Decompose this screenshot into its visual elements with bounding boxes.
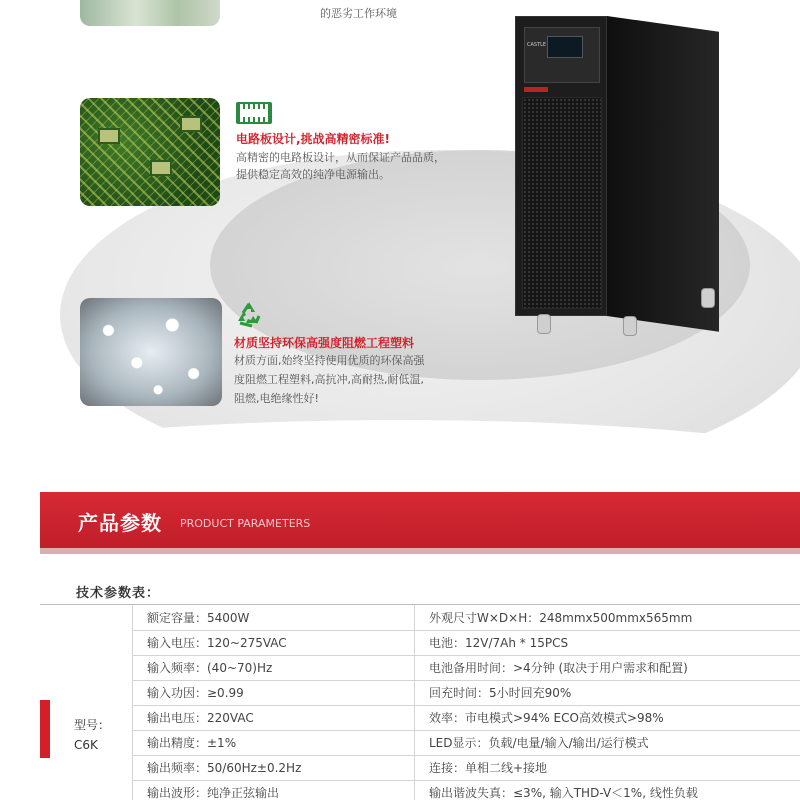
model-label: 型号： <box>74 718 111 732</box>
circuit-board-icon <box>236 102 272 124</box>
table-cell: 电池备用时间：>4分钟 (取决于用户需求和配置) <box>415 655 800 680</box>
circuit-board-photo <box>80 98 220 206</box>
pcb-feature-title: 电路板设计,挑战高精密标准! <box>236 132 391 146</box>
plastic-pellets-photo <box>80 298 222 406</box>
table-cell: 连接：单相二线+接地 <box>415 755 800 780</box>
plastic-feature-line: 阻燃,电绝缘性好! <box>234 392 319 405</box>
ups-wheel <box>537 314 551 334</box>
table-cell: 输出电压：220VAC <box>133 705 415 730</box>
spec-table-heading: 技术参数表： <box>76 586 161 601</box>
banner-title: 产品参数 <box>78 511 162 535</box>
table-cell: 输出频率：50/60Hz±0.2Hz <box>133 755 415 780</box>
table-cell: 外观尺寸W×D×H：248mmx500mmx565mm <box>415 605 800 630</box>
ups-side-panel <box>607 16 719 332</box>
table-cell: 额定容量：5400W <box>133 605 415 630</box>
table-row <box>133 705 800 730</box>
plastic-feature-line: 度阻燃工程塑料,高抗冲,高耐热,耐低温, <box>234 373 424 386</box>
banner-subtitle: PRODUCT PARAMETERS <box>180 517 311 530</box>
environment-caption: 的恶劣工作环境 <box>320 7 397 20</box>
table-cell: 电池：12V/7Ah * 15PCS <box>415 630 800 655</box>
table-cell: 输入功因：≥0.99 <box>133 680 415 705</box>
table-row <box>133 655 800 680</box>
ups-wheel <box>701 288 715 308</box>
model-value: C6K <box>74 738 98 752</box>
ups-control-panel <box>524 27 600 83</box>
environment-photo <box>80 0 220 26</box>
table-cell: 输入电压：120~275VAC <box>133 630 415 655</box>
ups-wheel <box>623 316 637 336</box>
table-row <box>133 680 800 705</box>
pcb-feature-line: 提供稳定高效的纯净电源输出。 <box>236 168 390 181</box>
recycle-icon <box>234 299 264 329</box>
spec-table <box>132 605 800 800</box>
model-accent-bar <box>40 700 50 758</box>
table-cell: 输出波形：纯净正弦输出 <box>133 780 415 800</box>
table-cell: 效率：市电模式>94% ECO高效模式>98% <box>415 705 800 730</box>
ups-front-panel <box>515 16 607 316</box>
ups-tower-image <box>515 16 725 338</box>
banner-shadow <box>40 548 800 554</box>
ups-lcd-display <box>547 36 583 58</box>
table-row <box>133 780 800 800</box>
table-cell: 输出精度：±1% <box>133 730 415 755</box>
table-cell: LED显示：负载/电量/输入/输出/运行模式 <box>415 730 800 755</box>
pcb-feature-line: 高精密的电路板设计，从而保证产品品质， <box>236 151 445 164</box>
ups-brand-label: CASTLE <box>527 42 547 48</box>
table-row <box>133 605 800 630</box>
plastic-feature-line: 材质方面,始终坚持使用优质的环保高强 <box>234 354 425 367</box>
table-cell: 回充时间：5小时回充90% <box>415 680 800 705</box>
table-cell: 输入频率：(40~70)Hz <box>133 655 415 680</box>
plastic-feature-title: 材质坚持环保高强度阻燃工程塑料 <box>234 336 415 350</box>
ups-logo-strip <box>524 87 548 92</box>
product-parameters-banner <box>40 492 800 548</box>
table-row <box>133 630 800 655</box>
table-cell: 输出谐波失真：≤3%, 输入THD-V＜1%, 线性负载 <box>415 780 800 800</box>
table-row <box>133 730 800 755</box>
table-row <box>133 755 800 780</box>
background-swoosh-white <box>0 420 800 490</box>
ups-front-grille <box>522 97 602 309</box>
